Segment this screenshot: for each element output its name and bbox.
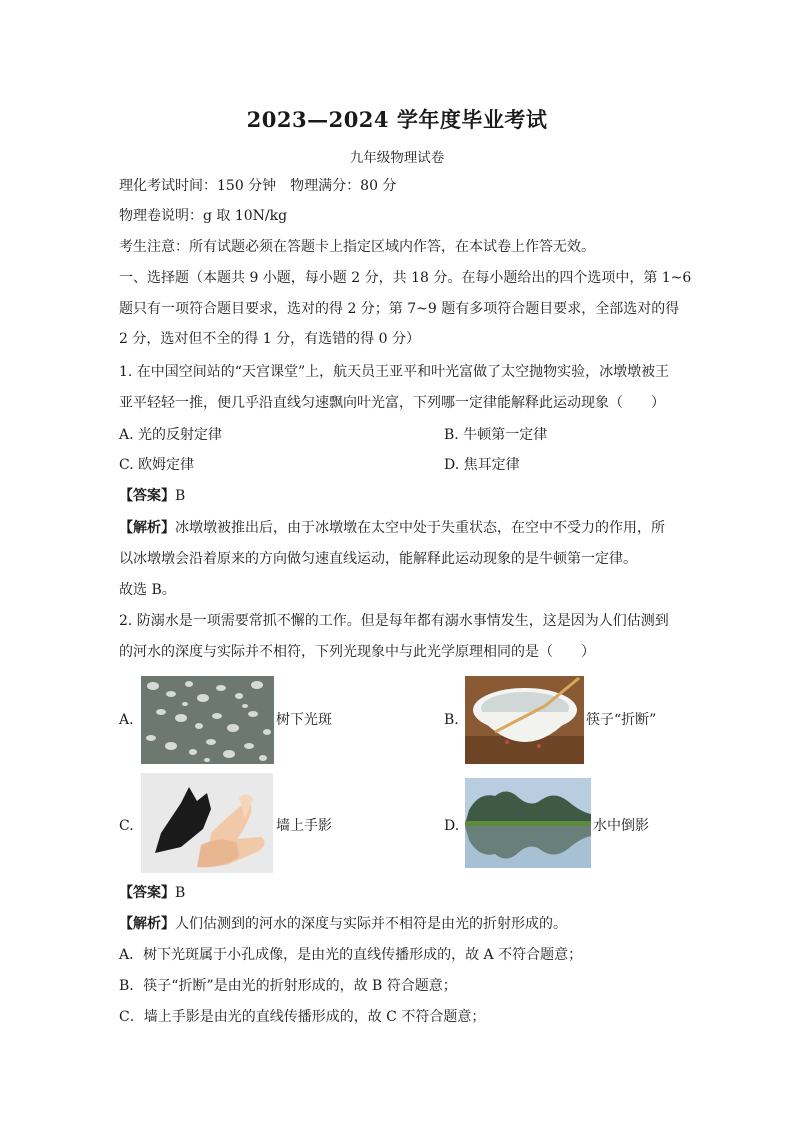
q1-option-b: B. 牛顿第一定律 <box>444 427 548 443</box>
section-instruction-line: 一、选择题（本题共 9 小题，每小题 2 分，共 18 分。在每小题给出的四个选项中，第 1~6 <box>119 270 692 286</box>
exam-time-info: 理化考试时间：150 分钟 物理满分：80 分 <box>119 178 397 194</box>
page-title: 2023—2024 学年度毕业考试 <box>246 107 548 132</box>
q1-analysis-line: 【解析】冰墩墩被推出后，由于冰墩墩在太空中处于失重状态，在空中不受力的作用，所 <box>119 520 665 536</box>
section-instruction-line: 题只有一项符合题目要求，选对的得 2 分；第 7~9 题有多项符合题目要求，全部选对的得 <box>119 301 680 317</box>
answer-value: B <box>175 885 186 901</box>
mountain-reflection-photo <box>465 778 591 868</box>
q2-analysis-line: A．树下光斑属于小孔成像，是由光的直线传播形成的，故 A 不符合题意； <box>119 947 583 963</box>
q1-stem-line: 亚平轻轻一推，便几乎沿直线匀速飘向叶光富，下列哪一定律能解释此运动现象（ ） <box>119 395 665 411</box>
q1-stem-line: 1. 在中国空间站的“天宫课堂”上，航天员王亚平和叶光富做了太空抛物实验，冰墩墩被王 <box>119 364 670 380</box>
hand-shadow-photo <box>141 773 273 873</box>
exam-note: 物理卷说明：g 取 10N/kg <box>119 208 288 224</box>
q2-answer <box>119 883 185 903</box>
q1-answer <box>119 486 185 506</box>
q2-option-d-caption: 水中倒影 <box>593 818 649 834</box>
q2-option-c-caption: 墙上手影 <box>276 818 332 834</box>
analysis-tag: 【解析】 <box>119 520 175 536</box>
q2-analysis-line: 【解析】人们估测到的河水的深度与实际并不相符是由光的折射形成的。 <box>119 916 567 932</box>
q1-analysis-line: 以冰墩墩会沿着原来的方向做匀速直线运动，能解释此运动现象的是牛顿第一定律。 <box>119 551 637 567</box>
q2-option-a-label: A. <box>119 712 134 728</box>
answer-tag: 【答案】 <box>119 885 175 901</box>
q1-option-d: D. 焦耳定律 <box>444 457 520 473</box>
answer-tag: 【答案】 <box>119 488 175 504</box>
q2-option-c-label: C. <box>119 818 134 834</box>
q2-option-a-caption: 树下光斑 <box>276 712 332 728</box>
q2-option-d-label: D. <box>444 818 460 834</box>
q2-stem-line: 的河水的深度与实际并不相符，下列光现象中与此光学原理相同的是（ ） <box>119 644 595 660</box>
exam-notice: 考生注意：所有试题必须在答题卡上指定区域内作答，在本试卷上作答无效。 <box>119 239 595 255</box>
q2-option-b-label: B. <box>444 712 459 728</box>
analysis-tag: 【解析】 <box>119 916 175 932</box>
answer-value: B <box>175 488 186 504</box>
section-instruction-line: 2 分，选对但不全的得 1 分，有选错的得 0 分） <box>119 331 420 347</box>
q2-analysis-line: C．墙上手影是由光的直线传播形成的，故 C 不符合题意； <box>119 1009 486 1025</box>
q1-analysis-line: 故选 B。 <box>119 582 176 598</box>
q2-analysis-line: B．筷子“折断”是由光的折射形成的，故 B 符合题意； <box>119 978 457 994</box>
bowl-chopstick-photo <box>465 676 584 764</box>
tree-shade-photo <box>141 676 274 764</box>
q2-stem-line: 2. 防溺水是一项需要常抓不懈的工作。但是每年都有溺水事情发生，这是因为人们估测到 <box>119 613 669 629</box>
q2-option-b-caption: 筷子“折断” <box>586 712 657 728</box>
q1-option-c: C. 欧姆定律 <box>119 457 195 473</box>
page-subtitle: 九年级物理试卷 <box>349 150 445 166</box>
q1-option-a: A. 光的反射定律 <box>119 427 223 443</box>
